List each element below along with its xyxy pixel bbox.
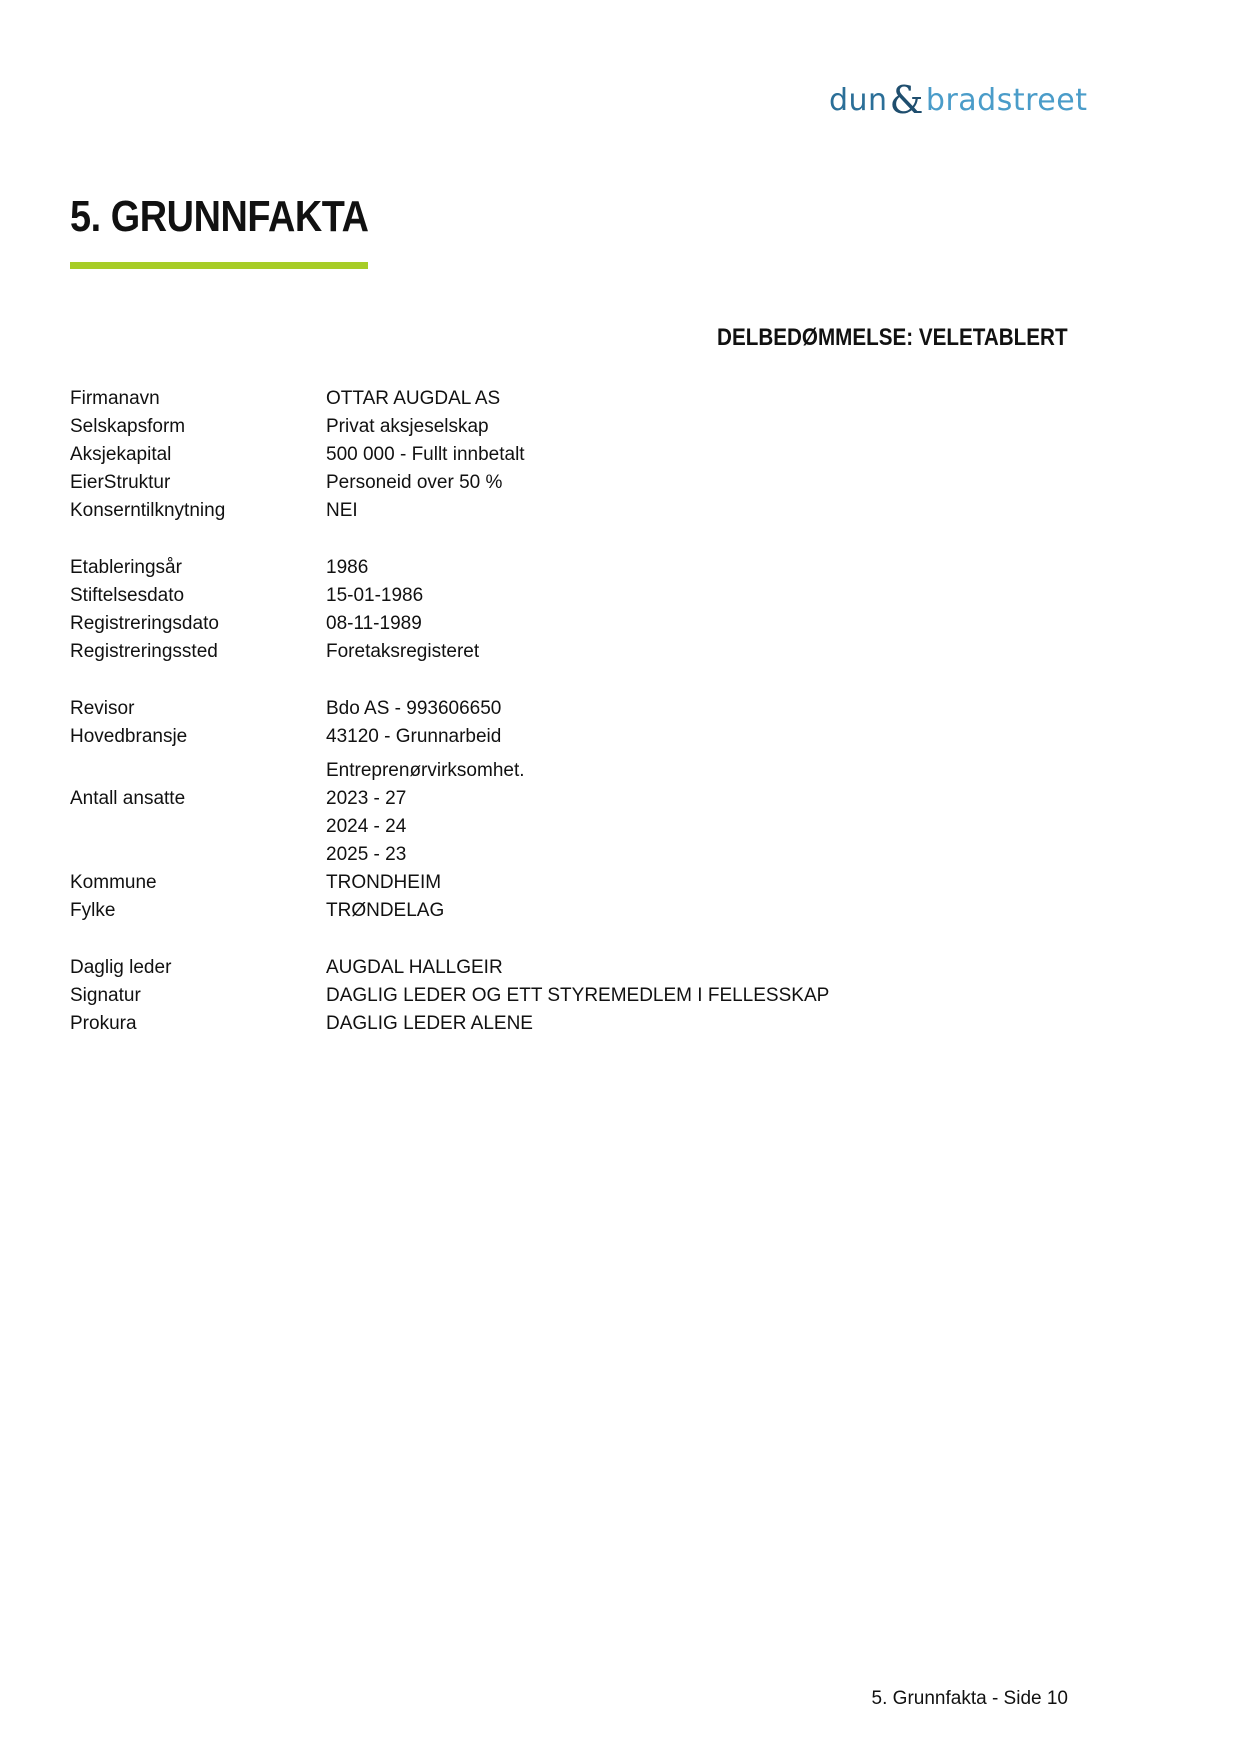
- fact-row-konserntilknytning: [70, 497, 1070, 525]
- fact-row-hovedbransje: [70, 723, 1070, 751]
- fact-label-empty: [70, 813, 326, 841]
- fact-value: 500 000 - Fullt innbetalt: [326, 444, 525, 465]
- fact-value: TRØNDELAG: [326, 900, 445, 921]
- fact-value: Bdo AS - 993606650: [326, 698, 502, 719]
- fact-value: Foretaksregisteret: [326, 641, 480, 662]
- fact-value: 1986: [326, 557, 369, 578]
- fact-row-hovedbransje-description: [70, 751, 1070, 785]
- fact-value: OTTAR AUGDAL AS: [326, 388, 501, 409]
- fact-row-registreringssted: [70, 638, 1070, 666]
- group-spacer: [70, 925, 1070, 954]
- fact-value: TRONDHEIM: [326, 872, 442, 893]
- logo-text-bradstreet: bradstreet: [925, 82, 1088, 118]
- fact-value: NEI: [326, 500, 358, 521]
- page-title: 5. GRUNNFAKTA: [70, 192, 369, 241]
- fact-label: Selskapsform: [70, 416, 186, 437]
- fact-row-antall-ansatte-2024: [70, 813, 1070, 841]
- fact-label: Signatur: [70, 985, 141, 1006]
- fact-row-aksjekapital: [70, 441, 1070, 469]
- rating-heading: DELBEDØMMELSE: VELETABLERT: [717, 324, 1068, 351]
- fact-value: 2023 - 27: [326, 788, 407, 809]
- fact-row-firmanavn: [70, 385, 1070, 413]
- fact-label: Fylke: [70, 900, 116, 921]
- logo-text-dun: dun: [829, 82, 888, 118]
- fact-value: AUGDAL HALLGEIR: [326, 957, 503, 978]
- fact-row-antall-ansatte: [70, 785, 1070, 813]
- fact-label: Daglig leder: [70, 957, 172, 978]
- facts-table: [70, 385, 1070, 1038]
- fact-value: 15-01-1986: [326, 585, 424, 606]
- fact-row-revisor: [70, 695, 1070, 723]
- fact-value: Privat aksjeselskap: [326, 416, 489, 437]
- fact-value: Entreprenørvirksomhet.: [326, 760, 525, 781]
- fact-label-empty: [70, 751, 326, 785]
- fact-value: 2024 - 24: [326, 816, 407, 837]
- title-underline: [70, 262, 368, 269]
- fact-value: 08-11-1989: [326, 613, 422, 634]
- fact-row-signatur: [70, 982, 1070, 1010]
- fact-label: Registreringsdato: [70, 613, 219, 634]
- fact-row-registreringsdato: [70, 610, 1070, 638]
- fact-label: EierStruktur: [70, 472, 171, 493]
- fact-value: DAGLIG LEDER OG ETT STYREMEDLEM I FELLESSKAP: [326, 985, 830, 1006]
- fact-label: Revisor: [70, 698, 135, 719]
- fact-row-daglig-leder: [70, 954, 1070, 982]
- fact-label: Aksjekapital: [70, 444, 172, 465]
- page-footer: 5. Grunnfakta - Side 10: [871, 1688, 1068, 1709]
- fact-label: Antall ansatte: [70, 788, 186, 809]
- group-spacer: [70, 525, 1070, 554]
- fact-row-fylke: [70, 897, 1070, 925]
- fact-label: Kommune: [70, 872, 157, 893]
- brand-logo: [829, 78, 1087, 122]
- fact-label: Konserntilknytning: [70, 500, 226, 521]
- fact-row-etableringsar: [70, 554, 1070, 582]
- fact-row-prokura: [70, 1010, 1070, 1038]
- fact-row-stiftelsesdato: [70, 582, 1070, 610]
- fact-value: 2025 - 23: [326, 844, 407, 865]
- fact-row-kommune: [70, 869, 1070, 897]
- fact-value: Personeid over 50 %: [326, 472, 503, 493]
- fact-label: Firmanavn: [70, 388, 160, 409]
- fact-label: Hovedbransje: [70, 726, 188, 747]
- fact-label: Etableringsår: [70, 557, 182, 578]
- fact-label: Stiftelsesdato: [70, 585, 185, 606]
- fact-row-eierstruktur: [70, 469, 1070, 497]
- fact-label: Prokura: [70, 1013, 137, 1034]
- fact-value: DAGLIG LEDER ALENE: [326, 1013, 533, 1034]
- group-spacer: [70, 666, 1070, 695]
- logo-ampersand: &: [889, 78, 924, 122]
- fact-label-empty: [70, 841, 326, 869]
- fact-value: 43120 - Grunnarbeid: [326, 726, 502, 747]
- fact-label: Registreringssted: [70, 641, 218, 662]
- fact-row-antall-ansatte-2025: [70, 841, 1070, 869]
- fact-row-selskapsform: [70, 413, 1070, 441]
